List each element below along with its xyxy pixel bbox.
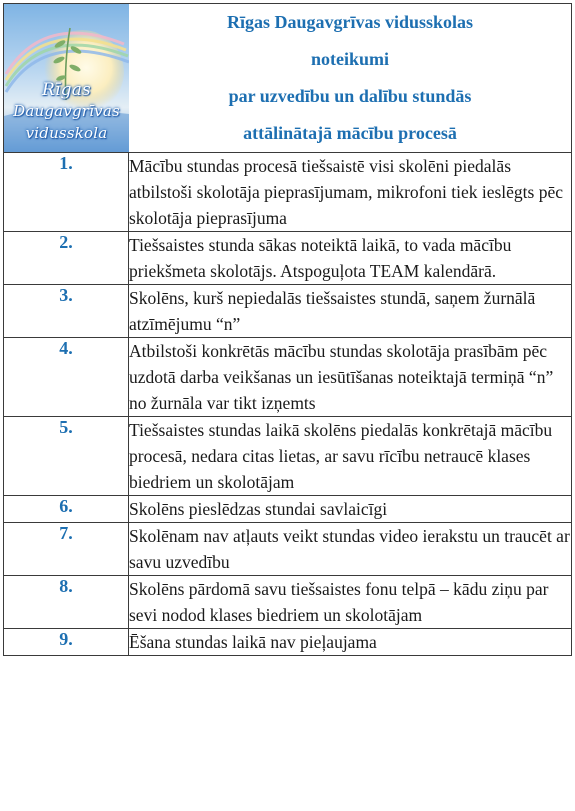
document-page bbox=[3, 3, 571, 656]
document-title-line1: Rīgas Daugavgrīvas vidusskolas bbox=[226, 12, 474, 32]
rule-number: 1. bbox=[4, 153, 129, 232]
rule-row bbox=[4, 496, 572, 523]
school-logo bbox=[4, 4, 129, 152]
rule-number: 4. bbox=[4, 338, 129, 417]
logo-text-line2: Daugavgrīvas bbox=[13, 102, 120, 120]
rule-text: Ēšana stundas laikā nav pieļaujama bbox=[129, 629, 572, 656]
rule-text: Mācību stundas procesā tiešsaistē visi skolēni piedalās atbilstoši skolotāja pieprasījumam, mikrofoni tiek ieslēgts pēc skolotāja pieprasījuma bbox=[129, 153, 572, 232]
rule-text: Tiešsaistes stunda sākas noteiktā laikā, to vada mācību priekšmeta skolotājs. Atspoguļota TEAM kalendārā. bbox=[129, 232, 572, 285]
rule-row bbox=[4, 232, 572, 285]
rule-row bbox=[4, 153, 572, 232]
rule-row bbox=[4, 417, 572, 496]
rule-number: 6. bbox=[4, 496, 129, 523]
rule-row bbox=[4, 285, 572, 338]
rule-row bbox=[4, 523, 572, 576]
rule-row bbox=[4, 338, 572, 417]
document-title-line3: par uzvedību un dalību stundās bbox=[228, 86, 472, 106]
rule-text: Skolēns pieslēdzas stundai savlaicīgi bbox=[129, 496, 572, 523]
rule-text: Tiešsaistes stundas laikā skolēns piedalās konkrētajā mācību procesā, nedara citas lietas, ar savu rīcību netraucē klases biedriem un skolotājam bbox=[129, 417, 572, 496]
rule-number: 9. bbox=[4, 629, 129, 656]
rule-row bbox=[4, 576, 572, 629]
rule-text: Skolēns, kurš nepiedalās tiešsaistes stundā, saņem žurnālā atzīmējumu “n” bbox=[129, 285, 572, 338]
rule-text: Skolēnam nav atļauts veikt stundas video ierakstu un traucēt ar savu uzvedību bbox=[129, 523, 572, 576]
title-cell bbox=[129, 4, 572, 153]
rule-number: 3. bbox=[4, 285, 129, 338]
rules-table bbox=[3, 3, 572, 656]
rule-text: Skolēns pārdomā savu tiešsaistes fonu telpā – kādu ziņu par sevi nodod klases biedriem un skolotājam bbox=[129, 576, 572, 629]
rule-number: 8. bbox=[4, 576, 129, 629]
document-title-line4: attālinātajā mācību procesā bbox=[243, 123, 457, 143]
rule-number: 5. bbox=[4, 417, 129, 496]
logo-text-line3: vidusskola bbox=[25, 124, 108, 142]
rule-number: 7. bbox=[4, 523, 129, 576]
logo-text-line1: Rīgas bbox=[42, 80, 91, 100]
rule-text: Atbilstoši konkrētās mācību stundas skolotāja prasībām pēc uzdotā darba veikšanas un iesūtīšanas noteiktajā termiņā “n” no žurnāla var tikt izņemts bbox=[129, 338, 572, 417]
header-row bbox=[4, 4, 572, 153]
rule-row bbox=[4, 629, 572, 656]
logo-cell bbox=[4, 4, 129, 153]
rule-number: 2. bbox=[4, 232, 129, 285]
document-title-line2: noteikumi bbox=[310, 49, 389, 69]
